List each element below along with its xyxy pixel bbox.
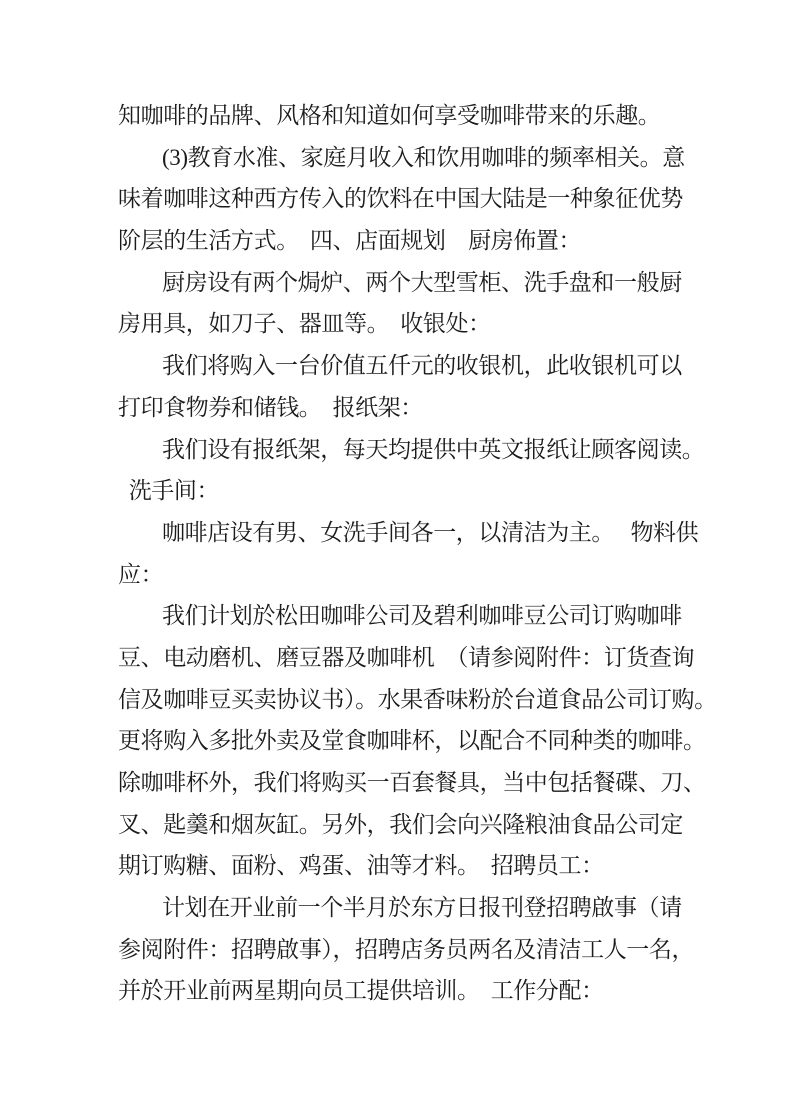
text-line: 厨房设有两个焗炉、两个大型雪柜、洗手盘和一般厨 [162,269,682,295]
text-line: 我们计划於松田咖啡公司及碧利咖啡豆公司订购咖啡 [162,603,682,629]
document-text-block [118,95,718,1012]
text-line: 味着咖啡这种西方传入的饮料在中国大陆是一种象征优势 [118,186,684,212]
text-line: 房用具，如刀子、器皿等。 收银处： [118,311,491,337]
text-line: 阶层的生活方式。 四、店面规划 厨房佈置： [118,228,582,254]
text-line: 我们设有报纸架，每天均提供中英文报纸让顾客阅读。 [162,436,705,462]
text-line: 咖啡店设有男、女洗手间各一，以清洁为主。 物料供 [162,519,699,545]
text-line: 洗手间： [118,478,220,504]
text-line: 除咖啡杯外，我们将购买一百套餐具，当中包括餐碟、刀、 [118,770,706,795]
text-line: 豆、电动磨机、磨豆器及咖啡机 （请参阅附件：订货查询 [118,644,695,670]
text-line: 叉、匙羹和烟灰缸。另外，我们会向兴隆粮油食品公司定 [118,811,684,837]
text-line: 打印食物券和储钱。 报纸架： [118,394,423,420]
text-line: (3)教育水准、家庭月收入和饮用咖啡的频率相关。意 [162,144,685,170]
text-line: 期订购糖、面粉、鸡蛋、油等才料。 招聘员工： [118,853,604,879]
text-line: 信及咖啡豆买卖协议书）。水果香味粉於台道食品公司订购。 [118,686,717,712]
text-line: 并於开业前两星期向员工提供培训。 工作分配： [118,978,604,1004]
text-line: 计划在开业前一个半月於东方日报刊登招聘啟事（请 [162,895,682,921]
text-line: 参阅附件：招聘啟事），招聘店务员两名及清洁工人一名， [118,936,695,962]
text-line: 更将购入多批外卖及堂食咖啡杯，以配合不同种类的咖啡。 [118,728,706,754]
text-line: 应： [118,561,164,587]
text-line: 我们将购入一台价值五仟元的收银机，此收银机可以 [162,353,682,379]
text-line: 知咖啡的品牌、风格和知道如何享受咖啡带来的乐趣。 [118,103,661,128]
